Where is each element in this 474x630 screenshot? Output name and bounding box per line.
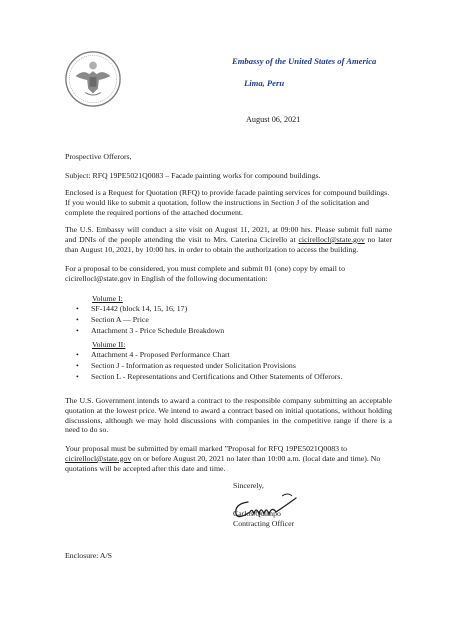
subject-line: [65, 171, 392, 181]
subject-text: Subject: RFQ 19PE5021Q0083 – Facade painting works for compound buildings.: [65, 171, 321, 180]
list-item: • Section A — Price: [65, 314, 224, 325]
site-visit-email-link[interactable]: cicirellocl@state.gov: [298, 234, 365, 244]
list-item: • Section J - Information as requested under Solicitation Provisions: [65, 360, 342, 371]
volume-1-title: Volume I:: [92, 294, 123, 303]
volume-2-title: Volume II:: [92, 340, 126, 349]
proposal-paragraph: [65, 264, 392, 284]
proposal-text: For a proposal to be considered, you must complete and submit 01 (one) copy by email to cicirellocl@state.gov in English of the following documentation:: [65, 264, 345, 283]
site-visit-text-2: no later than August 10, 2021, by 10:00 hrs. in order to obtain the authorization to access the building.: [65, 234, 392, 254]
signer-title: Contracting Officer: [233, 519, 295, 528]
salutation-text: Prospective Offerors,: [65, 152, 132, 161]
site-visit-paragraph: [65, 225, 392, 254]
salutation: [65, 152, 392, 162]
deadline-text-2: on or before August 20, 2021 no later than 10:00 a.m. (local date and time). No quotations will be accepted after this date and time.: [65, 453, 381, 473]
list-item: • Section L - Representations and Certifications and Other Statements of Offerors.: [65, 371, 342, 382]
award-text: The U.S. Government intends to award a contract to the responsible company submitting an acceptable quotation at the lowest price. We intend to award a contract based on initial quotations, without holding discussions, although we may hold discussions with companies in the competitive range if there is a need to do so.: [65, 396, 392, 435]
deadline-paragraph: [65, 444, 392, 473]
enclosure-text: Enclosure: A/S: [65, 551, 112, 560]
letter-date: August 06, 2021: [246, 115, 301, 124]
volume-2-list: [65, 349, 342, 382]
volume-1-list: [65, 303, 224, 336]
embassy-city: Lima, Peru: [244, 78, 285, 88]
signer-name: Carlos Quimpo: [233, 509, 281, 518]
list-item: • Attachment 3 - Price Schedule Breakdown: [65, 325, 224, 336]
enclosure-line: [65, 551, 392, 561]
site-visit-text-1: The U.S. Embassy will conduct a site visit on August 11, 2021, at 09:00 hrs. Please submit full name and DNIs of the people attending the visit to Mrs. Caterina Cicirello at: [65, 225, 392, 244]
enclosed-paragraph: [65, 188, 392, 217]
deadline-text-1: Your proposal must be submitted by email marked ”Proposal for RFQ 19PE5021Q0083 to: [65, 444, 348, 453]
enclosed-text: Enclosed is a Request for Quotation (RFQ) to provide facade painting services for compound buildings. If you would like to submit a quotation, follow the instructions in Section J of the solicitation and complete the required portions of the attached document.: [65, 188, 390, 217]
list-item: • SF-1442 (block 14, 15, 16, 17): [65, 303, 224, 314]
great-seal-icon: [64, 50, 122, 108]
list-item: • Attachment 4 - Proposed Performance Chart: [65, 349, 342, 360]
closing: Sincerely,: [233, 481, 264, 490]
deadline-email-link[interactable]: cicirellocl@state.gov: [65, 453, 132, 463]
award-paragraph: [65, 396, 392, 435]
embassy-name: Embassy of the United States of America: [232, 56, 377, 66]
